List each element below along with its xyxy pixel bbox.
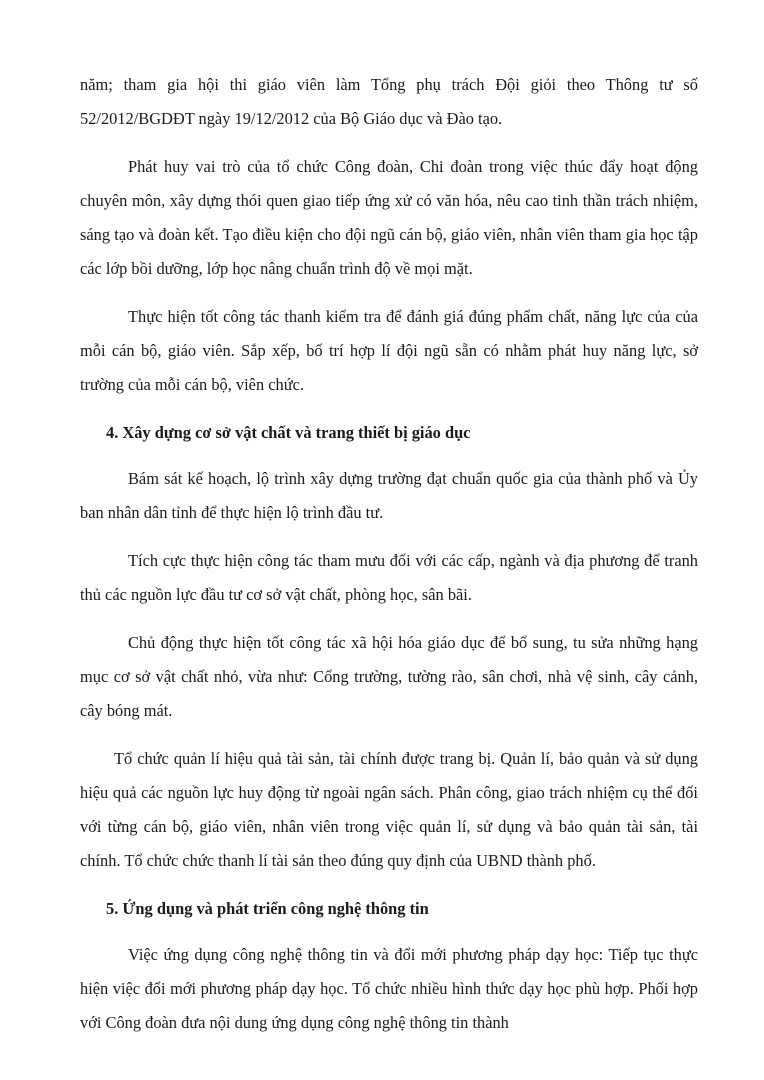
paragraph-socialization: Chủ động thực hiện tốt công tác xã hội hóa giáo dục để bổ sung, tu sửa những hạng mục cơ sở vật chất nhỏ, vừa như: Cổng trường, tường rào, sân chơi, nhà vệ sinh, cây cảnh, cây bóng mát. — [80, 633, 698, 720]
paragraph-asset-management: Tổ chức quản lí hiệu quả tài sản, tài chính được trang bị. Quản lí, bảo quản và sử dụng hiệu quả các nguồn lực huy động từ ngoài ngân sách. Phân công, giao trách nhiệm cụ thể đối với từng cán bộ, giáo viên, nhân viên trong việc quản lí, sử dụng và bảo quản tài sản, tài chính. Tổ chức chức thanh lí tài sản theo đúng quy định của UBND thành phố. — [80, 749, 698, 870]
section-4-heading: 4. Xây dựng cơ sở vật chất và trang thiết bị giáo dục — [106, 423, 471, 442]
paragraph-national-standard-plan: Bám sát kế hoạch, lộ trình xây dựng trường đạt chuẩn quốc gia của thành phố và Ủy ban nhân dân tỉnh để thực hiện lộ trình đầu tư. — [80, 469, 698, 522]
paragraph-it-application: Việc ứng dụng công nghệ thông tin và đổi mới phương pháp dạy học: Tiếp tục thực hiện việc đổi mới phương pháp dạy học. Tổ chức nhiều hình thức dạy học phù hợp. Phối hợp với Công đoàn đưa nội dung ứng dụng công nghệ thông tin thành — [80, 945, 698, 1032]
paragraph-trade-union-role: Phát huy vai trò của tổ chức Công đoàn, Chi đoàn trong việc thúc đẩy hoạt động chuyên môn, xây dựng thói quen giao tiếp ứng xử có văn hóa, nêu cao tinh thần trách nhiệm, sáng tạo và đoàn kết. Tạo điều kiện cho đội ngũ cán bộ, giáo viên, nhân viên tham gia học tập các lớp bồi dưỡng, lớp học nâng chuẩn trình độ về mọi mặt. — [80, 157, 698, 278]
section-5-heading: 5. Ứng dụng và phát triển công nghệ thông tin — [106, 899, 429, 918]
paragraph-inspection: Thực hiện tốt công tác thanh kiểm tra để đánh giá đúng phẩm chất, năng lực của của mỗi cán bộ, giáo viên. Sắp xếp, bố trí hợp lí đội ngũ sẵn có nhằm phát huy năng lực, sở trường của mỗi cán bộ, viên chức. — [80, 307, 698, 394]
document-body — [80, 68, 698, 1054]
paragraph-continuation: năm; tham gia hội thi giáo viên làm Tổng phụ trách Đội giỏi theo Thông tư số 52/2012/BGDĐT ngày 19/12/2012 của Bộ Giáo dục và Đào tạo. — [80, 75, 698, 128]
paragraph-advisory-work: Tích cực thực hiện công tác tham mưu đối với các cấp, ngành và địa phương để tranh thủ các nguồn lực đầu tư cơ sở vật chất, phòng học, sân bãi. — [80, 551, 698, 604]
